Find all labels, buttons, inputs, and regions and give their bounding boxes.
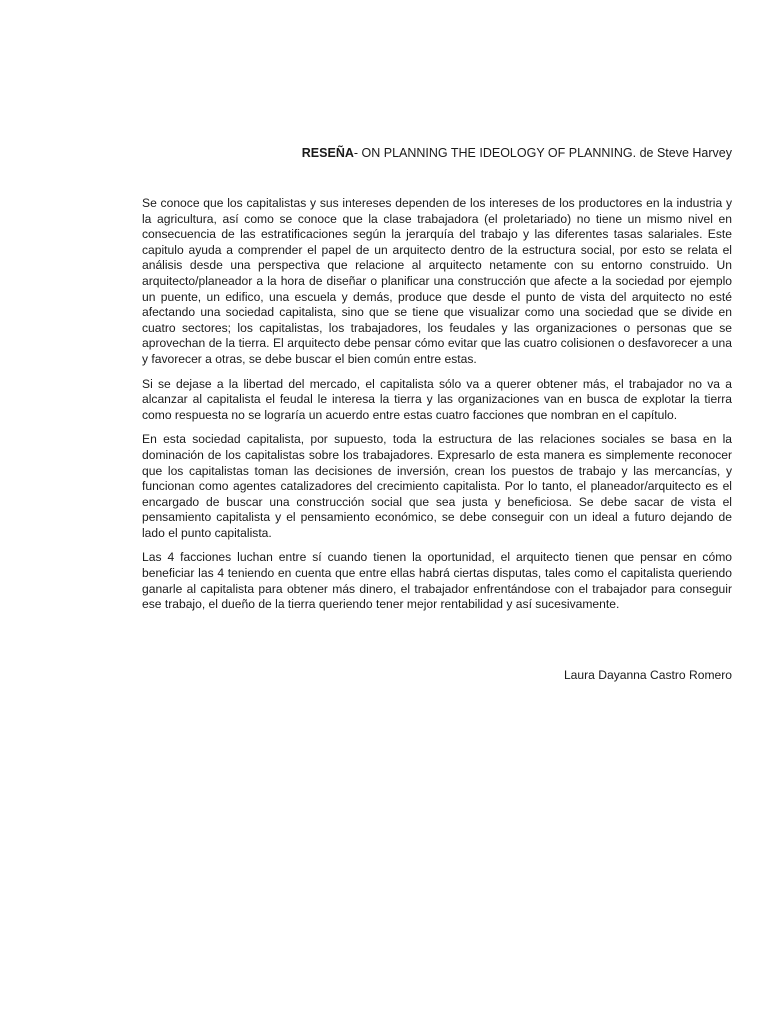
paragraph-2: Si se dejase a la libertad del mercado, el capitalista sólo va a querer obtener más, el trabajador no va a alcanzar al capitalista el feudal le interesa la tierra y las organizaciones van en busca de explotar la tierra como respuesta no se lograría un acuerdo entre estas cuatro facciones que nombran en el capítulo.: [142, 376, 732, 422]
paragraph-3: En esta sociedad capitalista, por supuesto, toda la estructura de las relaciones sociales se basa en la dominación de los capitalistas sobre los trabajadores. Expresarlo de esta manera es simplemente reconocer que los capitalistas toman las decisiones de inversión, crean los puestos de trabajo y las mercancías, y funcionan como agentes catalizadores del crecimiento capitalista. Por lo tanto, el planeador/arquitecto es el encargado de buscar una construcción social que sea justa y beneficiosa. Se debe sacar de vista el pensamiento capitalista y el pensamiento económico, se debe conseguir con un ideal a futuro dejando de lado el punto capitalista.: [142, 432, 732, 540]
paragraph-1: Se conoce que los capitalistas y sus intereses dependen de los intereses de los productores en la industria y la agricultura, así como se conoce que la clase trabajadora (el proletariado) no tiene un mismo nivel en consecuencia de las estratificaciones según la jerarquía del trabajo y las diferentes tasas salariales. Este capitulo ayuda a comprender el papel de un arquitecto dentro de la estructura social, por esto se relata el análisis desde una perspectiva que relacione al arquitecto netamente con su entorno construido. Un arquitecto/planeador a la hora de diseñar o planificar una construcción que afecte a la sociedad por ejemplo un puente, un edifico, una escuela y demás, produce que desde el punto de vista del arquitecto no esté afectando una sociedad capitalista, sino que se tiene que visualizar como una sociedad que se divide en cuatro sectores; los capitalistas, los trabajadores, los feudales y las organizaciones o personas que se aprovechan de la tierra. El arquitecto debe pensar cómo evitar que las cuatro colisionen o desfavorecer a una y favorecer a otras, se debe buscar el bien común entre estas.: [142, 196, 732, 366]
document-title: [142, 145, 732, 162]
title-bold: RESEÑA: [301, 146, 354, 160]
document-body: [142, 196, 732, 622]
paragraph-4: Las 4 facciones luchan entre sí cuando tienen la oportunidad, el arquitecto tienen que pensar en cómo beneficiar las 4 teniendo en cuenta que entre ellas habrá ciertas disputas, tales como el capitalista queriendo ganarle al capitalista para obtener más dinero, el trabajador enfrentándose con el trabajador para conseguir ese trabajo, el dueño de la tierra queriendo tener mejor rentabilidad y así sucesivamente.: [142, 550, 732, 612]
author-signature: Laura Dayanna Castro Romero: [563, 668, 732, 682]
title-rest: - ON PLANNING THE IDEOLOGY OF PLANNING. de Steve Harvey: [353, 146, 732, 160]
